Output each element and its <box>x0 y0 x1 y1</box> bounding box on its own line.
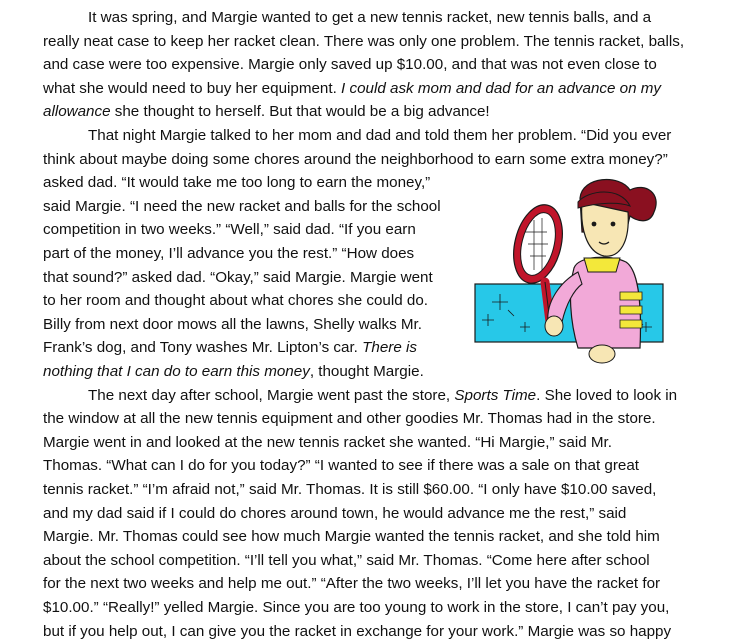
text-line <box>43 572 660 596</box>
text-line <box>43 218 416 242</box>
text: $10.00.” “Really!” yelled Margie. Since you are too young to work in the store, I can’t pay you, <box>43 599 670 616</box>
text: competition in two weeks.” “Well,” said dad. “If you earn <box>43 221 416 239</box>
text: really neat case to keep her racket clean. There was only one problem. The tennis racket, balls, <box>43 32 685 50</box>
text-line <box>43 148 668 172</box>
italic-thought: I could ask mom and dad for an advance on my <box>341 79 662 97</box>
text-line <box>43 525 660 549</box>
text-line <box>43 431 612 455</box>
text: Billy from next door mows all the lawns, Shelly walks Mr. <box>43 315 422 333</box>
girl-with-tennis-racket-illustration <box>470 172 670 372</box>
text: Thomas. “What can I do for you today?” “I wanted to see if there was a sale on that great <box>43 457 639 475</box>
text-line <box>43 195 441 219</box>
text-line <box>43 454 639 478</box>
text: It was spring, and Margie wanted to get a new tennis racket, new tennis balls, and a <box>88 9 652 26</box>
text: said Margie. “I need the new racket and balls for the school <box>43 197 441 215</box>
text-line <box>43 502 626 526</box>
text-line <box>88 384 677 408</box>
text-line <box>43 289 428 313</box>
text-line <box>43 30 684 54</box>
text-line <box>43 242 414 266</box>
text-line <box>43 620 671 643</box>
text: she thought to herself. But that would be a big advance! <box>110 103 490 121</box>
text-line <box>43 313 422 337</box>
text-line <box>88 6 651 30</box>
text: part of the money, I’ll advance you the rest.” “How does <box>43 245 415 262</box>
text: but if you help out, I can give you the racket in exchange for your work.” Margie was so happy <box>43 622 672 640</box>
text-line <box>43 478 656 502</box>
text: the window at all the new tennis equipment and other goodies Mr. Thomas had in the store. <box>43 410 656 428</box>
text: what she would need to buy her equipment. <box>43 79 342 97</box>
text-line <box>43 596 669 620</box>
text: , thought Margie. <box>309 363 424 380</box>
text: and my dad said if I could do chores around town, he would advance me the rest,” said <box>43 504 627 522</box>
text-line <box>43 407 656 431</box>
text-line <box>43 77 661 101</box>
text: asked dad. “It would take me too long to earn the money,” <box>43 174 431 192</box>
text: tennis racket.” “I’m afraid not,” said Mr. Thomas. It is still $60.00. “I only have $10.00 saved, <box>43 481 657 498</box>
face <box>578 192 630 256</box>
text-line <box>43 266 433 290</box>
text: for the next two weeks and help me out.” “After the two weeks, I’ll let you have the racket for <box>43 575 661 593</box>
text: The next day after school, Margie went past the store, <box>88 386 455 404</box>
text: Frank’s dog, and Tony washes Mr. Lipton’s car. <box>43 339 363 357</box>
text-line <box>43 336 417 360</box>
text: think about maybe doing some chores around the neighborhood to earn some extra money?” <box>43 150 668 168</box>
text: about the school competition. “I’ll tell you what,” said Mr. Thomas. “Come here after school <box>43 551 650 569</box>
text-line <box>43 53 657 77</box>
text-line <box>88 124 671 148</box>
text-line <box>43 100 490 124</box>
text: Margie. Mr. Thomas could see how much Margie wanted the tennis racket, and she told him <box>43 528 660 546</box>
text: That night Margie talked to her mom and dad and told them her problem. “Did you ever <box>88 127 672 144</box>
text: . She loved to look in <box>536 386 678 404</box>
text: and case were too expensive. Margie only saved up $10.00, and that was not even close to <box>43 56 657 74</box>
text-line <box>43 360 424 384</box>
text-line <box>43 171 430 195</box>
italic-thought: There is <box>362 339 417 357</box>
text: Margie went in and looked at the new tennis racket she wanted. “Hi Margie,” said Mr. <box>43 433 612 451</box>
italic-thought: allowance <box>43 103 111 121</box>
text: that sound?” asked dad. “Okay,” said Margie. Margie went <box>43 268 433 286</box>
text-line <box>43 549 650 573</box>
store-name: Sports Time <box>454 386 537 404</box>
text: to her room and thought about what chores she could do. <box>43 292 429 310</box>
italic-thought: nothing that I can do to earn this money <box>43 363 310 380</box>
